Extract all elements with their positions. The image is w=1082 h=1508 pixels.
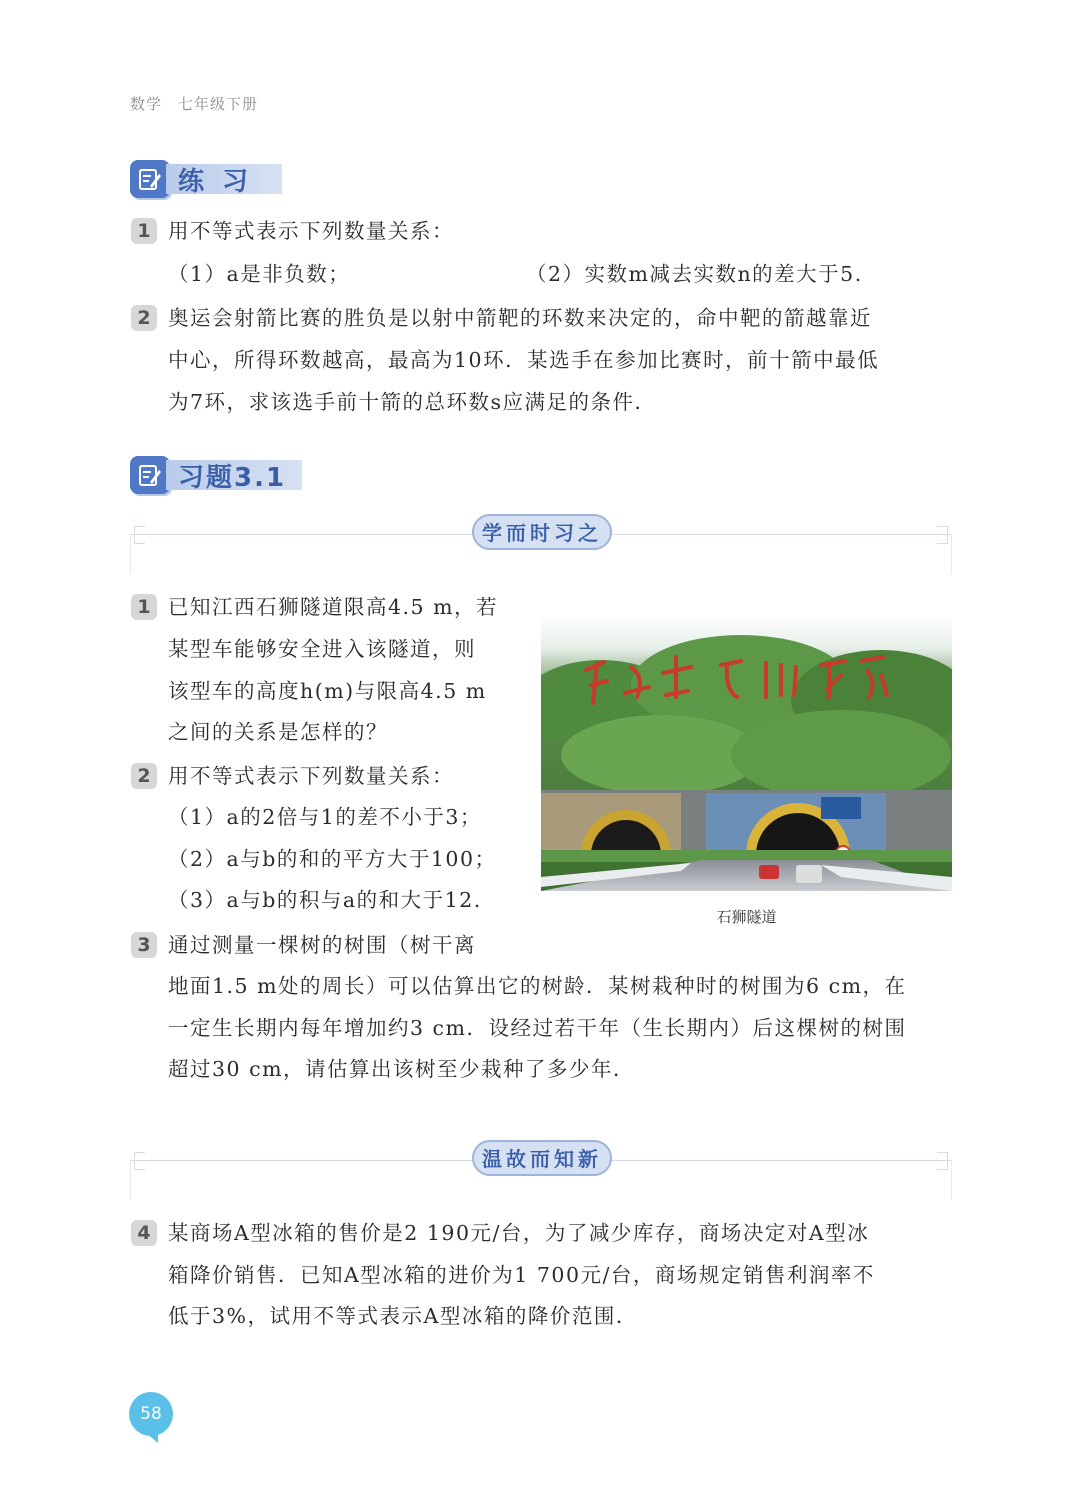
page-number: 58 xyxy=(140,1404,162,1424)
subsection-label-learn: 学而时习之 xyxy=(472,514,612,550)
practice-q2-line: 奥运会射箭比赛的胜负是以射中箭靶的环数来决定的，命中靶的箭越靠近 xyxy=(168,306,872,330)
practice-q2-line: 为7环，求该选手前十箭的总环数s应满足的条件． xyxy=(168,390,657,414)
subsection-divider-learn xyxy=(130,512,952,572)
practice-q1-part-b: （2）实数m减去实数n的差大于5. xyxy=(526,262,863,286)
exercise-q3-line: 超过30 cm，请估算出该树至少栽种了多少年． xyxy=(168,1057,636,1081)
exercises-section-title xyxy=(130,456,302,494)
pencil-note-icon xyxy=(130,160,170,198)
divider-cap-left xyxy=(134,1152,145,1170)
practice-section-title xyxy=(130,160,282,198)
tunnel-photo xyxy=(541,615,952,891)
divider-side-left xyxy=(130,534,131,574)
header-book: 七年级下册 xyxy=(178,95,259,113)
practice-q2-line: 中心，所得环数越高，最高为10环．某选手在参加比赛时，前十箭中最低 xyxy=(168,348,880,372)
practice-q1-number: 1 xyxy=(131,218,157,244)
exercise-q1-number: 1 xyxy=(131,594,157,620)
exercise-q1-line: 某型车能够安全进入该隧道，则 xyxy=(168,637,476,661)
photo-caption: 石狮隧道 xyxy=(716,908,777,926)
divider-cap-left xyxy=(134,526,145,544)
practice-q1-part-a: （1）a是非负数； xyxy=(168,262,351,286)
exercise-q2-number: 2 xyxy=(131,763,157,789)
exercise-q4-number: 4 xyxy=(131,1220,157,1246)
exercise-q2-line: （2）a与b的和的平方大于100； xyxy=(168,847,497,871)
divider-side-right xyxy=(951,534,952,574)
exercise-q4-line: 低于3%，试用不等式表示A型冰箱的降价范围． xyxy=(168,1304,638,1328)
page-number-badge xyxy=(128,1391,174,1437)
divider-side-left xyxy=(130,1160,131,1200)
practice-q1-stem: 用不等式表示下列数量关系： xyxy=(168,219,454,243)
subsection-divider-review xyxy=(130,1138,952,1198)
exercises-title-text: 习题3.1 xyxy=(166,460,302,490)
exercise-q3-line: 一定生长期内每年增加约3 cm．设经过若干年（生长期内）后这棵树的树围 xyxy=(168,1016,907,1040)
practice-q2-number: 2 xyxy=(131,305,157,331)
exercise-q2-line: （1）a的2倍与1的差不小于3； xyxy=(168,805,482,829)
divider-cap-right xyxy=(937,1152,948,1170)
exercise-q2-line: （3）a与b的积与a的和大于12. xyxy=(168,888,482,912)
running-header xyxy=(130,93,258,114)
exercise-q1-line: 之间的关系是怎样的？ xyxy=(168,720,388,744)
subsection-label-review: 温故而知新 xyxy=(472,1140,612,1176)
exercise-q3-line: 地面1.5 m处的周长）可以估算出它的树龄．某树栽种时的树围为6 cm，在 xyxy=(168,974,907,998)
practice-title-text: 练习 xyxy=(166,164,282,194)
exercise-q1-line: 已知江西石狮隧道限高4.5 m，若 xyxy=(168,595,499,619)
exercise-q3-line: 通过测量一棵树的树围（树干离 xyxy=(168,933,476,957)
exercise-q1-line: 该型车的高度h(m)与限高4.5 m xyxy=(168,679,487,703)
header-subject: 数学 xyxy=(130,95,163,113)
pencil-note-icon xyxy=(130,456,170,494)
exercise-q3-number: 3 xyxy=(131,932,157,958)
exercise-q2-line: 用不等式表示下列数量关系： xyxy=(168,764,454,788)
exercise-q4-line: 箱降价销售．已知A型冰箱的进价为1 700元/台，商场规定销售利润率不 xyxy=(168,1263,875,1287)
exercise-q4-line: 某商场A型冰箱的售价是2 190元/台，为了减少库存，商场决定对A型冰 xyxy=(168,1221,870,1245)
divider-cap-right xyxy=(937,526,948,544)
divider-side-right xyxy=(951,1160,952,1200)
